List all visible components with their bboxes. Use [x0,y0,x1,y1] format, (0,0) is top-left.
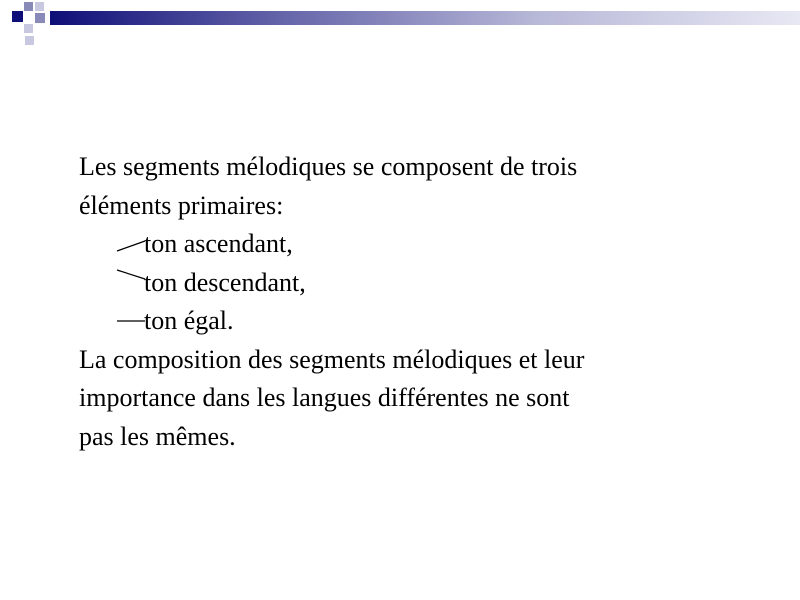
tone-item-level [79,302,739,341]
intro-line-2: éléments primaires: [79,190,284,220]
tone-item-ascending [79,225,739,264]
header-square-mid [35,13,45,23]
tone-item-descending [79,264,739,303]
conclusion-line-2: importance dans les langues différentes ne sont [79,383,570,412]
header-square-dark [12,11,23,22]
tone-label: ton ascendant, [144,229,293,258]
tone-label: ton descendant, [144,267,306,297]
header-square-light [25,36,34,45]
conclusion-line-1: La composition des segments mélodiques et leur [79,344,585,374]
header-gradient-bar [50,11,800,25]
header-square-light [35,2,44,11]
descending-tone-icon [115,264,147,302]
tone-label: ton égal. [144,306,234,335]
header-square-mid [24,2,33,11]
conclusion-line-3: pas les mêmes. [79,421,236,451]
intro-line-1: Les segments mélodiques se composent de trois [79,152,578,181]
slide-body [79,148,739,456]
level-tone-icon [115,302,147,340]
header-square-light [24,24,33,33]
ascending-tone-icon [115,225,147,263]
